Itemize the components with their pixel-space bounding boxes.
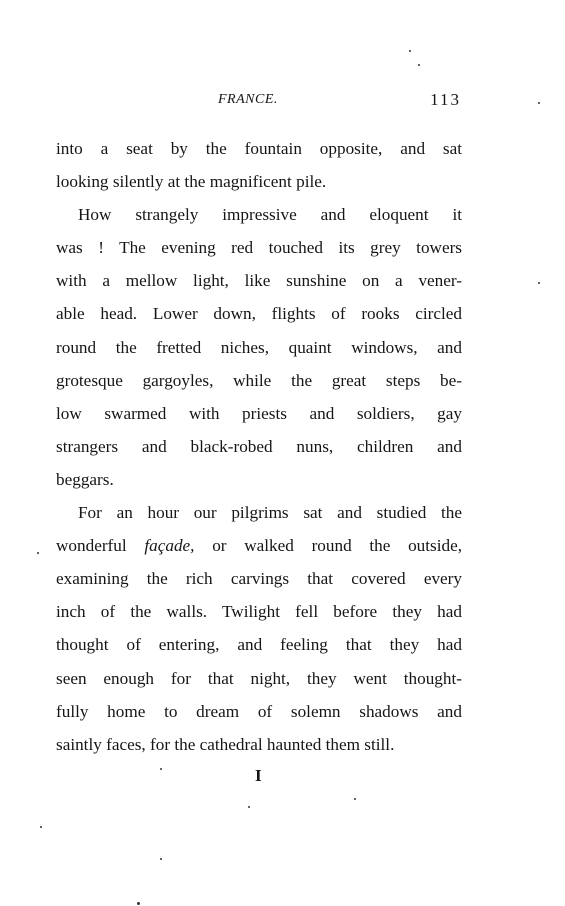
text-line: with a mellow light, like sunshine on a vener- [56,271,462,291]
text-line: seen enough for that night, they went thought- [56,668,462,688]
text-line-mixed [56,529,462,562]
italic-word: façade, [144,536,195,556]
scan-speck [160,768,162,770]
text-line: round the fretted niches, quaint windows, and [56,337,462,357]
text-line: grotesque gargoyles, while the great steps be- [56,370,462,390]
text-line: into a seat by the fountain opposite, and sat [56,139,462,158]
text-line: examining the rich carvings that covered every [56,569,462,589]
scan-speck [160,858,162,860]
text-line: inch of the walls. Twilight fell before they had [56,602,462,622]
page-number: 113 [430,90,461,109]
scan-speck [248,806,250,808]
body-text [56,132,462,761]
running-title: FRANCE. [218,92,278,107]
text-line: was ! The evening red touched its grey towers [56,238,462,258]
text-line: strangers and black-robed nuns, children and [56,436,462,456]
scan-speck [354,798,356,800]
scan-speck [538,102,540,104]
text-line: able head. Lower down, flights of rooks circled [56,304,462,324]
text-line: beggars. [56,469,114,489]
scan-speck [40,826,42,828]
page-header [56,90,461,114]
text-line: low swarmed with priests and soldiers, gay [56,403,462,423]
text-segment: or walked round the outside, [212,536,462,556]
signature-mark: I [255,766,262,785]
text-line: thought of entering, and feeling that they had [56,635,462,655]
text-line: looking silently at the magnificent pile. [56,172,327,192]
scan-speck [409,50,411,52]
scan-speck [538,282,540,284]
scan-speck [37,552,39,554]
text-line: For an hour our pilgrims sat and studied the [78,503,462,523]
scan-speck [137,902,140,905]
scan-speck [418,64,420,66]
text-line: fully home to dream of solemn shadows and [56,701,462,721]
text-segment: wonderful [56,536,127,556]
text-line: saintly faces, for the cathedral haunted them still. [56,734,395,754]
text-line: How strangely impressive and eloquent it [78,205,462,225]
